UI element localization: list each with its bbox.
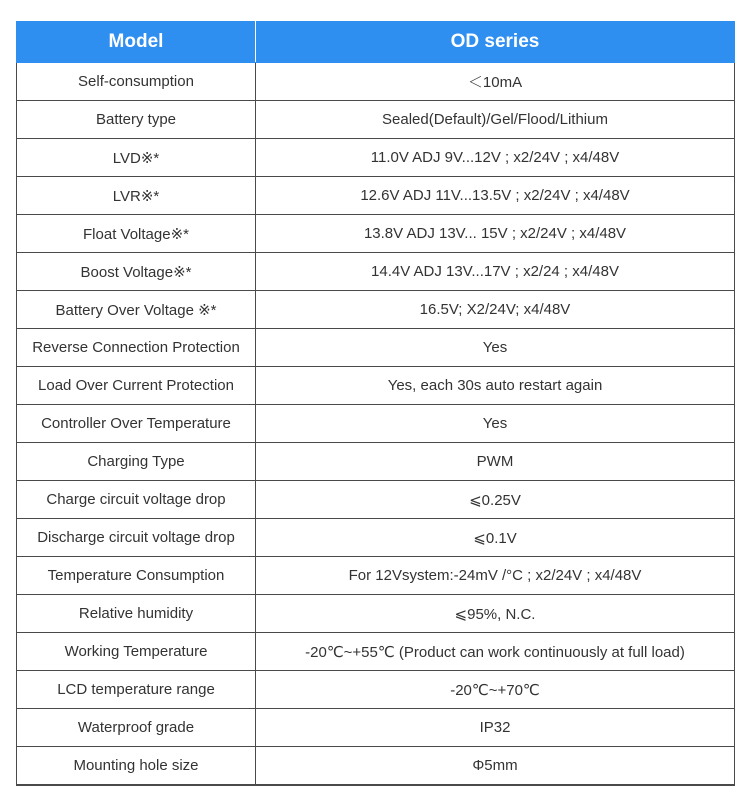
row-label: Mounting hole size bbox=[17, 747, 256, 786]
table-row bbox=[17, 291, 735, 329]
header-model: Model bbox=[17, 22, 256, 63]
table-row bbox=[17, 253, 735, 291]
row-value: 16.5V; X2/24V; x4/48V bbox=[256, 291, 735, 329]
row-value: Yes bbox=[256, 405, 735, 443]
spec-table bbox=[16, 21, 735, 786]
row-value: Yes bbox=[256, 329, 735, 367]
row-value: PWM bbox=[256, 443, 735, 481]
row-label: Load Over Current Protection bbox=[17, 367, 256, 405]
row-value: -20℃~+55℃ (Product can work continuously at full load) bbox=[256, 633, 735, 671]
row-value: -20℃~+70℃ bbox=[256, 671, 735, 709]
row-value: 14.4V ADJ 13V...17V ; x2/24 ; x4/48V bbox=[256, 253, 735, 291]
table-row bbox=[17, 101, 735, 139]
row-value: Yes, each 30s auto restart again bbox=[256, 367, 735, 405]
row-value: ＜10mA bbox=[256, 63, 735, 101]
row-value: ⩽0.1V bbox=[256, 519, 735, 557]
row-label: Reverse Connection Protection bbox=[17, 329, 256, 367]
table-row bbox=[17, 443, 735, 481]
table-row bbox=[17, 519, 735, 557]
table-row bbox=[17, 329, 735, 367]
table-row bbox=[17, 481, 735, 519]
row-label: LVD※* bbox=[17, 139, 256, 177]
header-series: OD series bbox=[256, 22, 735, 63]
table-row bbox=[17, 215, 735, 253]
table-row bbox=[17, 671, 735, 709]
row-value: 13.8V ADJ 13V... 15V ; x2/24V ; x4/48V bbox=[256, 215, 735, 253]
row-label: Battery type bbox=[17, 101, 256, 139]
table-row bbox=[17, 595, 735, 633]
table-row bbox=[17, 557, 735, 595]
table-row bbox=[17, 709, 735, 747]
row-label: LVR※* bbox=[17, 177, 256, 215]
table-row bbox=[17, 177, 735, 215]
row-label: Float Voltage※* bbox=[17, 215, 256, 253]
row-label: Battery Over Voltage ※* bbox=[17, 291, 256, 329]
row-label: Relative humidity bbox=[17, 595, 256, 633]
row-label: Controller Over Temperature bbox=[17, 405, 256, 443]
row-label: Charging Type bbox=[17, 443, 256, 481]
table-row bbox=[17, 63, 735, 101]
row-value: Sealed(Default)/Gel/Flood/Lithium bbox=[256, 101, 735, 139]
table-row bbox=[17, 367, 735, 405]
row-label: Temperature Consumption bbox=[17, 557, 256, 595]
row-value: 12.6V ADJ 11V...13.5V ; x2/24V ; x4/48V bbox=[256, 177, 735, 215]
row-value: IP32 bbox=[256, 709, 735, 747]
row-label: Discharge circuit voltage drop bbox=[17, 519, 256, 557]
table-row bbox=[17, 139, 735, 177]
row-label: Boost Voltage※* bbox=[17, 253, 256, 291]
row-value: ⩽0.25V bbox=[256, 481, 735, 519]
row-value: For 12Vsystem:-24mV /°C ; x2/24V ; x4/48V bbox=[256, 557, 735, 595]
row-label: Working Temperature bbox=[17, 633, 256, 671]
row-value: Φ5mm bbox=[256, 747, 735, 786]
row-label: Charge circuit voltage drop bbox=[17, 481, 256, 519]
row-label: LCD temperature range bbox=[17, 671, 256, 709]
table-header-row bbox=[17, 22, 735, 63]
row-value: 11.0V ADJ 9V...12V ; x2/24V ; x4/48V bbox=[256, 139, 735, 177]
table-row bbox=[17, 747, 735, 786]
row-label: Self-consumption bbox=[17, 63, 256, 101]
row-label: Waterproof grade bbox=[17, 709, 256, 747]
row-value: ⩽95%, N.C. bbox=[256, 595, 735, 633]
table-row bbox=[17, 633, 735, 671]
table-row bbox=[17, 405, 735, 443]
